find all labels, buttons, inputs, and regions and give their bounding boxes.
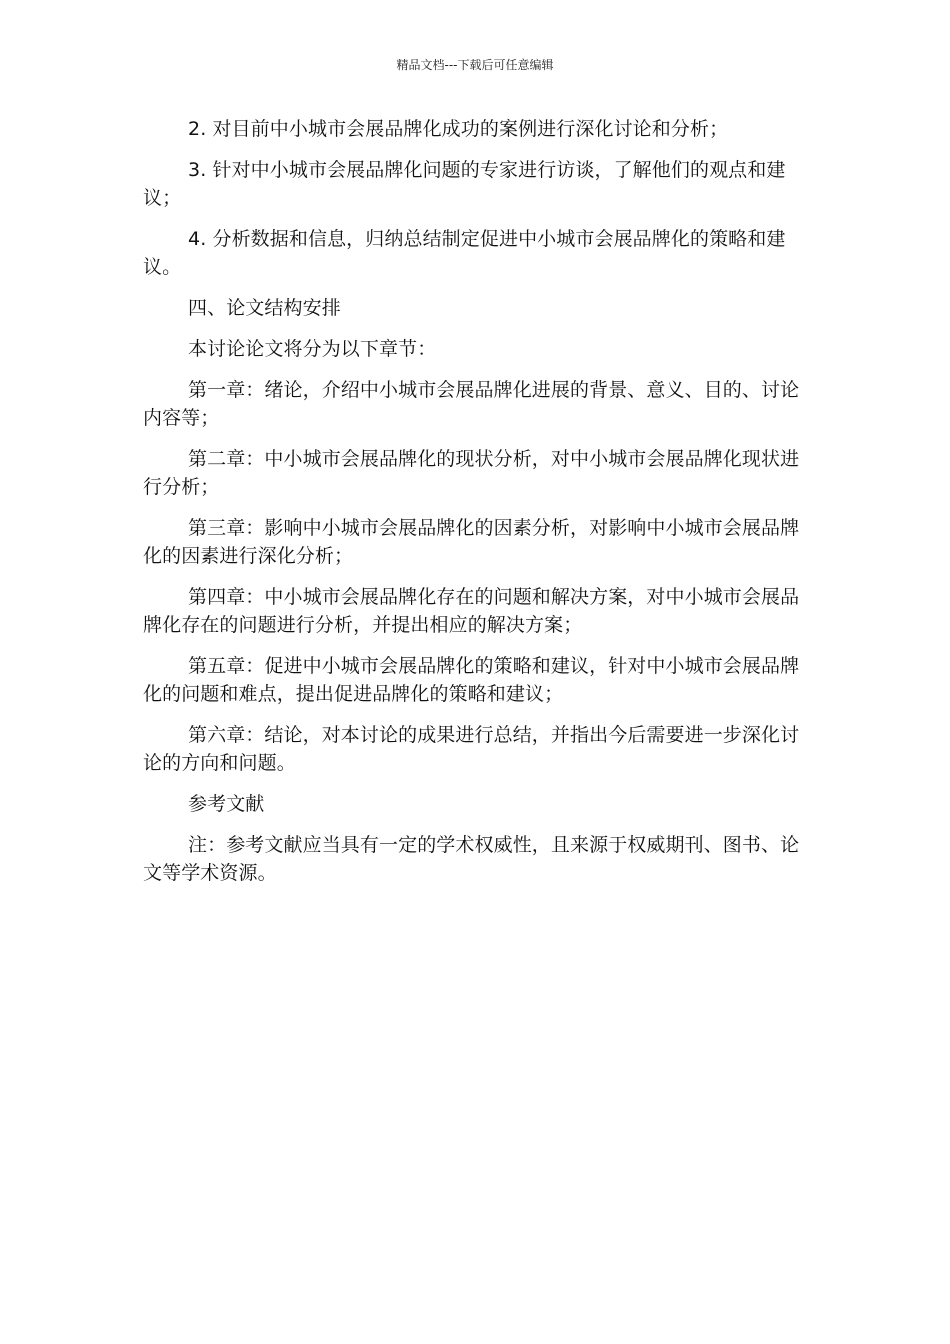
chapter-5-paragraph: 第五章：促进中小城市会展品牌化的策略和建议，针对中小城市会展品牌化的问题和难点，提出促进品牌化的策略和建议； (143, 655, 800, 705)
intro-paragraph: 本讨论论文将分为以下章节： (188, 338, 437, 360)
document-body (143, 115, 803, 900)
chapter-2-paragraph: 第二章：中小城市会展品牌化的现状分析，对中小城市会展品牌化现状进行分析； (143, 448, 800, 498)
list-item-2: 2. 对目前中小城市会展品牌化成功的案例进行深化讨论和分析； (188, 118, 729, 140)
references-heading: 参考文献 (188, 793, 265, 815)
references-note: 注：参考文献应当具有一定的学术权威性，且来源于权威期刊、图书、论文等学术资源。 (143, 834, 800, 884)
chapter-6-paragraph: 第六章：结论，对本讨论的成果进行总结，并指出今后需要进一步深化讨论的方向和问题。 (143, 724, 800, 774)
list-item-4: 4. 分析数据和信息，归纳总结制定促进中小城市会展品牌化的策略和建议。 (143, 228, 786, 278)
chapter-4-paragraph: 第四章：中小城市会展品牌化存在的问题和解决方案，对中小城市会展品牌化存在的问题进行分析，并提出相应的解决方案； (143, 586, 800, 636)
chapter-1-paragraph: 第一章：绪论，介绍中小城市会展品牌化进展的背景、意义、目的、讨论内容等； (143, 379, 800, 429)
list-item-3: 3. 针对中小城市会展品牌化问题的专家进行访谈，了解他们的观点和建议； (143, 159, 786, 209)
page-header: 精品文档---下载后可任意编辑 (396, 58, 554, 72)
chapter-3-paragraph: 第三章：影响中小城市会展品牌化的因素分析，对影响中小城市会展品牌化的因素进行深化分析； (143, 517, 800, 567)
section-heading: 四、论文结构安排 (188, 297, 341, 319)
